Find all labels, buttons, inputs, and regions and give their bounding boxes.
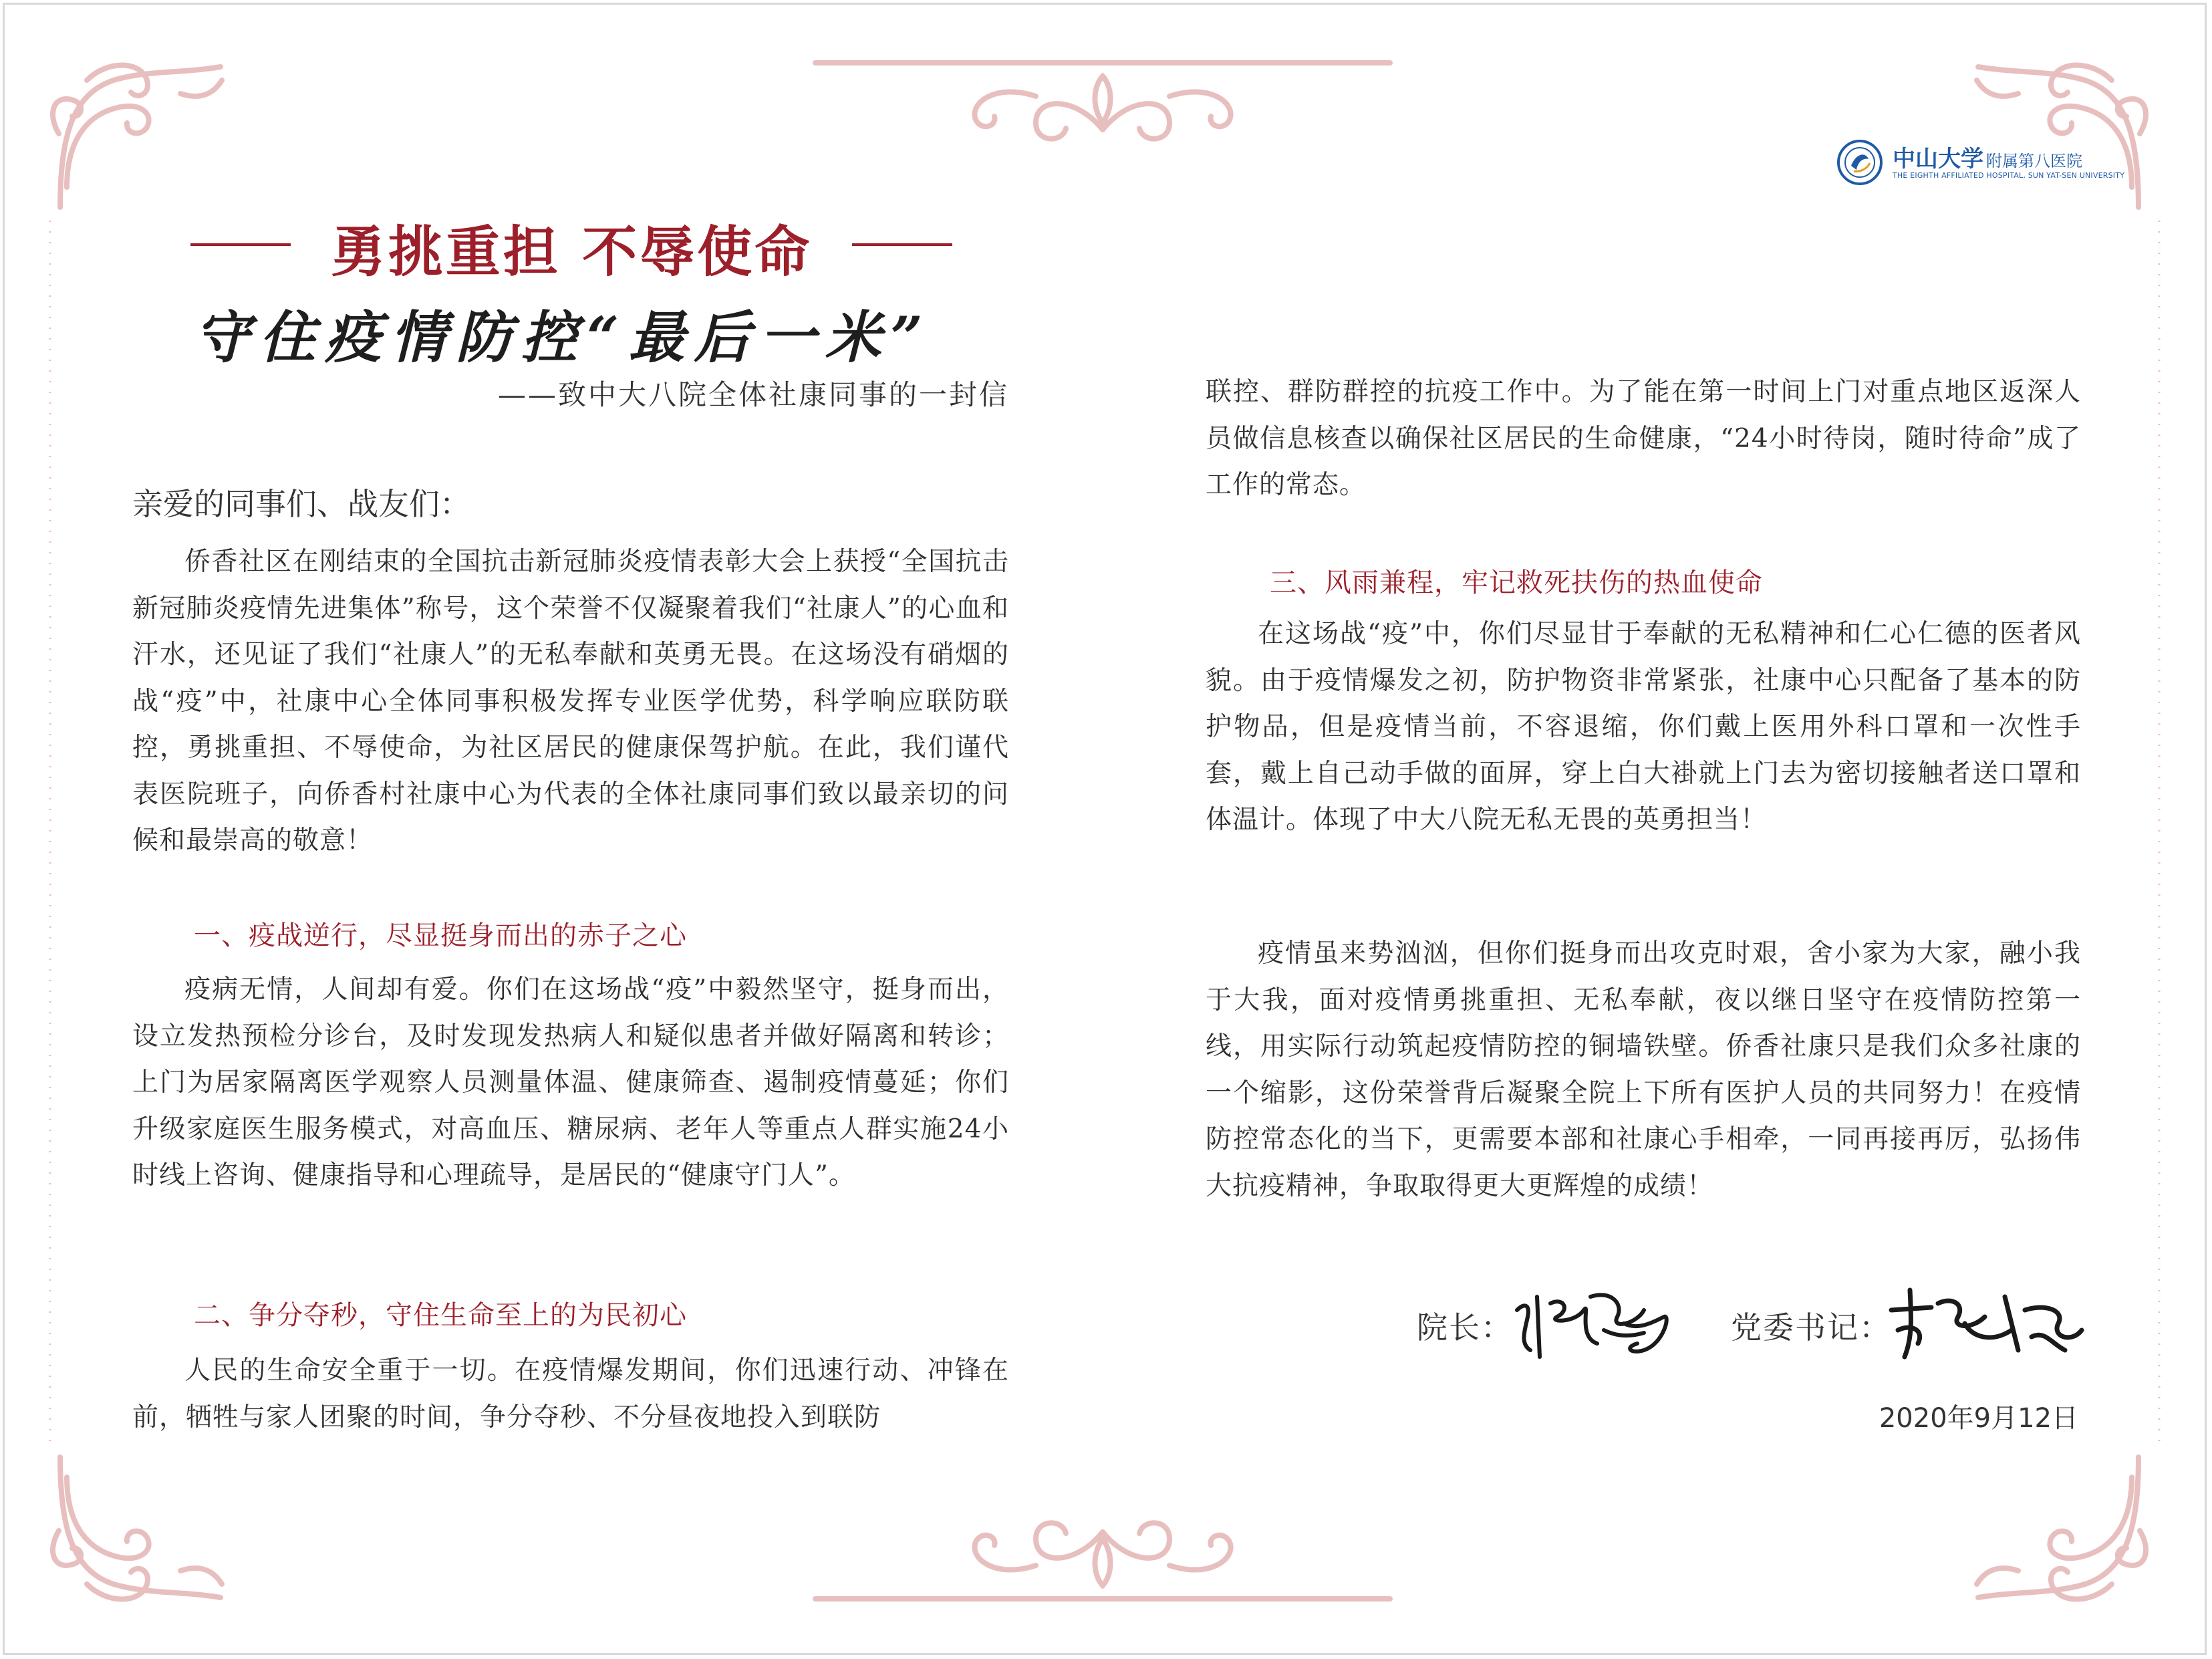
closing-wrap xyxy=(1206,930,2081,1209)
greeting: 亲爱的同事们、战友们： xyxy=(132,486,470,522)
section1-heading: 一、疫战逆行，尽显挺身而出的赤子之心 xyxy=(194,920,687,951)
section1-body: 疫病无情，人间却有爱。你们在这场战“疫”中毅然坚守，挺身而出，设立发热预检分诊台，及时发现发热病人和疑似患者并做好隔离和转诊；上门为居家隔离医学观察人员测量体温、健康筛查、遏制疫情蔓延；你们升级家庭医生服务模式，对高血压、糖尿病、老年人等重点人群实施24小时线上咨询、健康指导和心理疏导，是居民的“健康守门人”。 xyxy=(132,975,1009,1190)
logo-name-cn-sub: 附属第八医院 xyxy=(1986,152,2082,170)
section3-body-wrap xyxy=(1206,611,2081,844)
title-secondary: 守住疫情防控“最后一米” xyxy=(194,304,932,370)
section2-continued: 联控、群防群控的抗疫工作中。为了能在第一时间上门对重点地区返深人员做信息核查以确保社区居民的生命健康，“24小时待岗，随时待命”成了工作的常态。 xyxy=(1206,377,2081,500)
closing-paragraph: 疫情虽来势汹汹，但你们挺身而出攻克时艰，舍小家为大家，融小我于大我，面对疫情勇挑重担、无私奉献，夜以继日坚守在疫情防控第一线，用实际行动筑起疫情防控的铜墙铁壁。侨香社康只是我们众多社康的一个缩影，这份荣誉背后凝聚全院上下所有医护人员的共同努力！在疫情防控常态化的当下，更需要本部和社康心手相牵，一同再接再厉，弘扬伟大抗疫精神，争取取得更大更辉煌的成绩！ xyxy=(1206,938,2081,1201)
logo-name-cn xyxy=(1893,140,2082,173)
title-main-row xyxy=(190,209,952,282)
left-dotted-line xyxy=(47,221,53,1444)
section1-body-wrap xyxy=(132,967,1009,1199)
section2-body: 人民的生命安全重于一切。在疫情爆发期间，你们迅速行动、冲锋在前，牺牲与家人团聚的时间，争分夺秒、不分昼夜地投入到联防 xyxy=(132,1356,1009,1432)
section2-heading: 二、争分夺秒，守住生命至上的为民初心 xyxy=(194,1300,687,1331)
title-rule-left xyxy=(190,243,291,246)
title-main: 勇挑重担 不辱使命 xyxy=(330,220,813,284)
president-label: 院长： xyxy=(1417,1309,1513,1346)
corner-ornament-bottom-right xyxy=(1965,1450,2152,1611)
top-center-ornament xyxy=(809,56,1397,150)
secretary-label: 党委书记： xyxy=(1731,1309,1891,1346)
left-column xyxy=(132,539,1009,864)
hospital-logo xyxy=(1836,136,2125,190)
section3-heading: 三、风雨兼程，牢记救死扶伤的热血使命 xyxy=(1270,567,1763,598)
intro-paragraph: 侨香社区在刚结束的全国抗击新冠肺炎疫情表彰大会上获授“全国抗击新冠肺炎疫情先进集体”称号，这个荣誉不仅凝聚着我们“社康人”的心血和汗水，还见证了我们“社康人”的无私奉献和英勇无畏。在这场没有硝烟的战“疫”中，社康中心全体同事积极发挥专业医学优势，科学响应联防联控，勇挑重担、不辱使命，为社区居民的健康保驾护航。在此，我们谨代表医院班子，向侨香村社康中心为代表的全体社康同事们致以最亲切的问候和最崇高的敬意！ xyxy=(132,547,1009,856)
section2-body-wrap xyxy=(132,1348,1009,1440)
corner-ornament-top-left xyxy=(47,53,234,214)
title-rule-right xyxy=(852,243,952,246)
president-signature xyxy=(1510,1283,1684,1364)
logo-name-cn-main: 中山大学 xyxy=(1893,146,1983,172)
right-dotted-line xyxy=(2156,221,2163,1444)
title-subtitle: ——致中大八院全体社康同事的一封信 xyxy=(497,378,1009,411)
right-column xyxy=(1206,369,2081,509)
letter-date: 2020年9月12日 xyxy=(1879,1403,2078,1434)
corner-ornament-bottom-left xyxy=(47,1450,234,1611)
secretary-signature-block xyxy=(1731,1283,2092,1364)
president-signature-block xyxy=(1417,1283,1697,1364)
bottom-center-ornament xyxy=(809,1512,1397,1606)
logo-name-en: THE EIGHTH AFFILIATED HOSPITAL, SUN YAT-SEN UNIVERSITY xyxy=(1893,171,2125,180)
hospital-emblem-icon xyxy=(1836,139,1883,186)
section3-body: 在这场战“疫”中，你们尽显甘于奉献的无私精神和仁心仁德的医者风貌。由于疫情爆发之初，防护物资非常紧张，社康中心只配备了基本的防护物品，但是疫情当前，不容退缩，你们戴上医用外科口罩和一次性手套，戴上自己动手做的面屏，穿上白大褂就上门去为密切接触者送口罩和体温计。体现了中大八院无私无畏的英勇担当！ xyxy=(1206,619,2081,835)
secretary-signature xyxy=(1885,1283,2085,1364)
corner-ornament-top-right xyxy=(1965,53,2152,214)
